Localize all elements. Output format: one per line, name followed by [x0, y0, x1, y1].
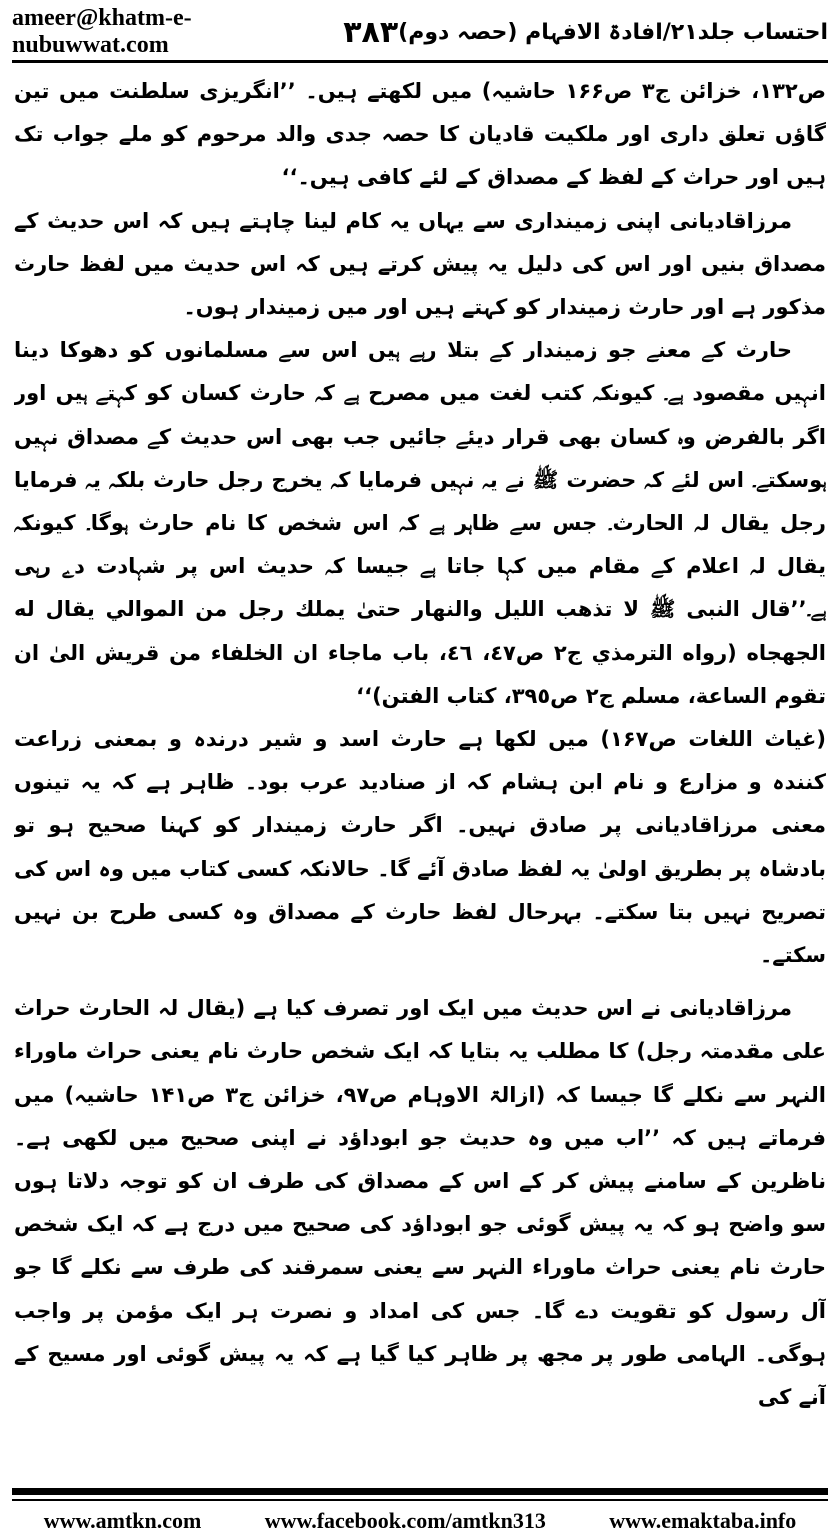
paragraph-3: حارث کے معنے جو زمیندار کے بتلا رہے ہیں اس سے مسلمانوں کو دھوکا دینا انہیں مقصود ہے۔ کیونکہ کتب لغت میں مصرح ہے کہ حارث کسان کو کہتے ہیں اور اگر بالفرض وہ کسان بھی قرار دیئے جائیں جب بھی اس حدیث کے مصداق نہیں ہوسکتے۔ اس لئے کہ حضرت ﷺ نے یہ نہیں فرمایا کہ یخرج رجل حارث بلکہ یہ فرمایا رجل یقال لہ الحارث۔ جس سے ظاہر ہے کہ اس شخص کا نام حارث ہوگا۔ کیونکہ یقال لہ اعلام کے مقام میں کہا جاتا ہے جیسا کہ حدیث اس پر شہادت دے رہی ہے۔’’قال النبی ﷺ لا تذهب الليل والنهار حتىٰ يملك رجل من الموالي يقال له الجهجاه (رواه الترمذي ج٢ ص٤٧، ٤٦، باب ماجاء ان الخلفاء من قريش الىٰ ان تقوم الساعة، مسلم ج٢ ص٣٩٥، كتاب الفتن)‘‘ — [14, 338, 826, 708]
page-header — [12, 4, 828, 60]
footer-link-facebook[interactable]: www.facebook.com/amtkn313 — [264, 1508, 546, 1533]
paragraph-4: (غیاث اللغات ص۱۶۷) میں لکھا ہے حارث اسد و شیر درندہ و بمعنی زراعت کنندہ و مزارع و نام ابن ہشام کہ از صنادید عرب بود۔ ظاہر ہے کہ یہ تینوں معنی مرزاقادیانی پر صادق نہیں۔ اگر حارث زمیندار کو کہنا صحیح ہو تو بادشاہ پر بطریق اولیٰ یہ لفظ صادق آئے گا۔ حالانکہ کسی کتاب میں وہ اس کی تصریح نہیں بتا سکتے۔ بہرحال لفظ حارث کے مصداق وہ کسی طرح بن نہیں سکتے۔ — [14, 727, 826, 968]
page-body — [14, 70, 826, 1480]
header-left-group — [12, 5, 398, 59]
header-email: ameer@khatm-e-nubuwwat.com — [12, 5, 192, 58]
page-footer — [12, 1504, 828, 1538]
paragraph-gap — [14, 977, 826, 987]
book-title: احتساب جلد۲۱/افادۃ الافہام (حصہ دوم) — [398, 19, 828, 45]
footer-divider-thick — [12, 1488, 828, 1495]
header-divider — [12, 60, 828, 63]
paragraph-1: ص۱۳۲، خزائن ج۳ ص۱۶۶ حاشیہ) میں لکھتے ہیں۔ ’’انگریزی سلطنت میں تین گاؤں تعلق داری اور ملکیت قادیان کا حصہ جدی والد مرحوم کو ملے جواب تک ہیں اور حراث کے لفظ کے مصداق کے لئے کافی ہیں۔‘‘ — [14, 79, 826, 190]
paragraph-5: مرزاقادیانی نے اس حدیث میں ایک اور تصرف کیا ہے (یقال لہ الحارث حراث علی مقدمتہ رجل) کا مطلب یہ بتایا کہ ایک شخص حارث نام یعنی حراث ماوراء النہر سے نکلے گا جیسا کہ (ازالۃ الاوہام ص۹۷، خزائن ج۳ ص۱۴۱ حاشیہ) میں فرماتے ہیں کہ ’’اب میں وہ حدیث جو ابوداؤد نے اپنی صحیح میں لکھی ہے۔ ناظرین کے سامنے پیش کر کے اس کے مصداق کی طرف ان کو توجہ دلاتا ہوں سو واضح ہو کہ یہ پیش گوئی جو ابوداؤد کی صحیح میں درج ہے کہ ایک شخص حارث نام یعنی حراث ماوراء النہر سے یعنی سمرقند کی طرف سے نکلے گا جو آل رسول کو تقویت دے گا۔ جس کی امداد و نصرت ہر ایک مؤمن پر واجب ہوگی۔ الہامی طور پر مجھ پر ظاہر کیا گیا ہے کہ یہ پیش گوئی اور مسیح کے آنے کی — [14, 996, 826, 1410]
page-number: ٣٨٣ — [343, 14, 399, 50]
footer-divider-thin — [12, 1499, 828, 1501]
footer-link-emaktaba[interactable]: www.emaktaba.info — [609, 1508, 797, 1533]
footer-link-website[interactable]: www.amtkn.com — [43, 1508, 202, 1533]
paragraph-2: مرزاقادیانی اپنی زمینداری سے یہاں یہ کام لینا چاہتے ہیں کہ اس حدیث کے مصداق بنیں اور اس کی دلیل یہ پیش کرتے ہیں کہ اس حدیث میں لفظ حارث مذکور ہے اور حارث زمیندار کو کہتے ہیں اور میں زمیندار ہوں۔ — [14, 208, 826, 320]
